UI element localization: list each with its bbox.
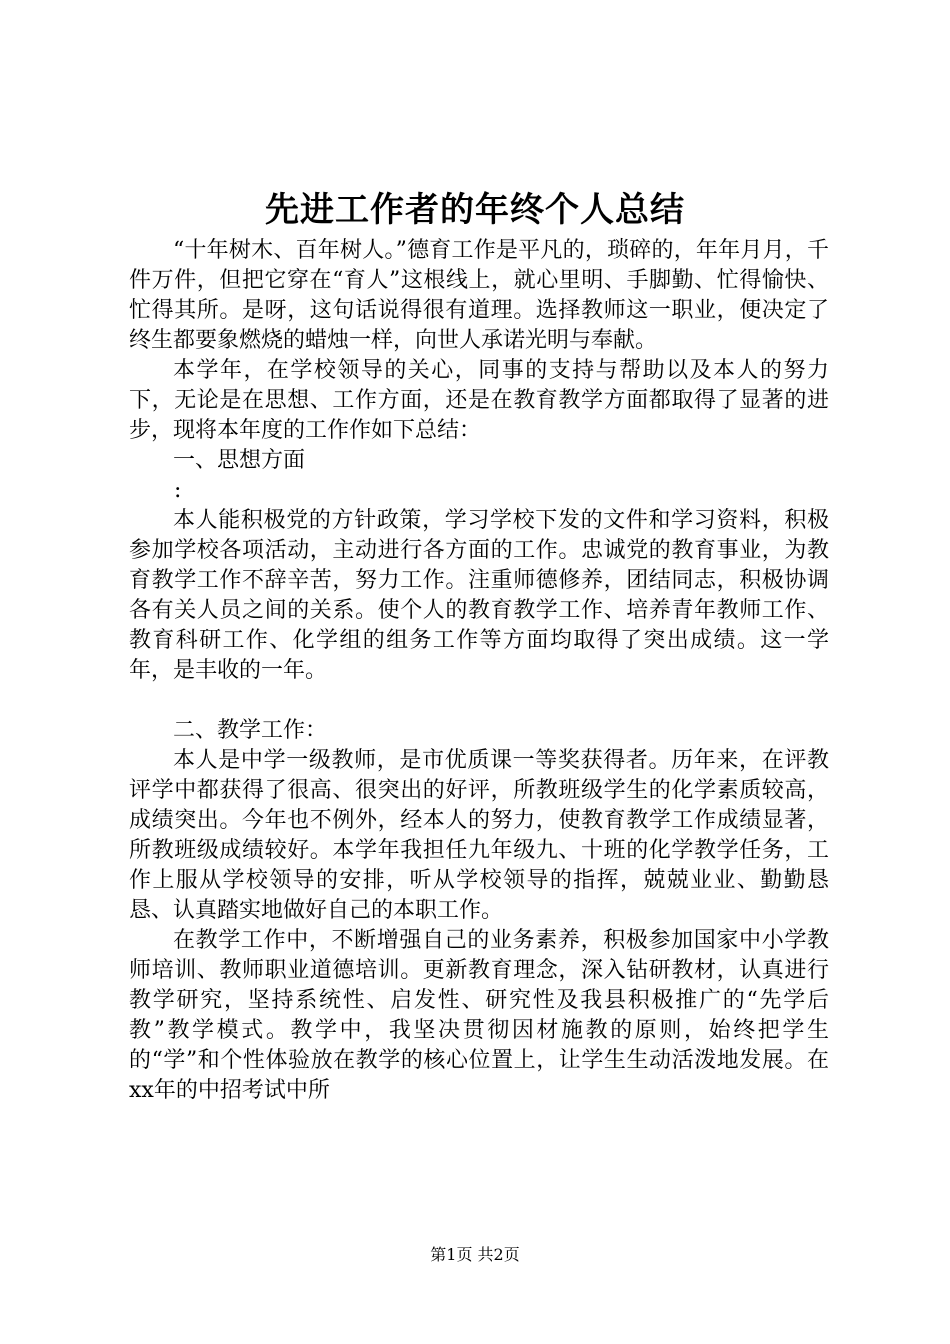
section-heading-teaching: 二、教学工作： bbox=[173, 718, 328, 743]
section-heading-thought: 一、思想方面 bbox=[173, 448, 306, 473]
page-footer: 第1页 共2页 bbox=[430, 1245, 520, 1264]
document-title: 先进工作者的年终个人总结 bbox=[265, 190, 685, 230]
paragraph: “十年树木、百年树人。”德育工作是平凡的，琐碎的，年年月月，千件万件，但把它穿在“育人”这根线上，就心里明、手脚勤、忙得愉快、忙得其所。是呀，这句话说得很有道理。选择教师这一职业，便决定了终生都要象燃烧的蜡烛一样，向世人承诺光明与奉献。 bbox=[129, 238, 829, 353]
paragraph: 本人是中学一级教师，是市优质课一等奖获得者。历年来，在评教评学中都获得了很高、很突出的好评，所教班级学生的化学素质较高，成绩突出。今年也不例外，经本人的努力，使教育教学工作成绩显著，所教班级成绩较好。本学年我担任九年级九、十班的化学教学任务，工作上服从学校领导的安排，听从学校领导的指挥，兢兢业业、勤勤恳恳、认真踏实地做好自己的本职工作。 bbox=[129, 748, 829, 923]
paragraph: 本人能积极党的方针政策，学习学校下发的文件和学习资料，积极参加学校各项活动，主动进行各方面的工作。忠诚党的教育事业，为教育教学工作不辞辛苦，努力工作。注重师德修养，团结同志，积极协调各有关人员之间的关系。使个人的教育教学工作、培养青年教师工作、教育科研工作、化学组的组务工作等方面均取得了突出成绩。这一学年，是丰收的一年。 bbox=[129, 508, 829, 683]
stray-colon: : bbox=[174, 478, 182, 503]
paragraph: 本学年，在学校领导的关心，同事的支持与帮助以及本人的努力下，无论是在思想、工作方面，还是在教育教学方面都取得了显著的进步，现将本年度的工作作如下总结： bbox=[129, 358, 829, 443]
blank-line bbox=[129, 686, 829, 716]
paragraph: 在教学工作中，不断增强自己的业务素养，积极参加国家中小学教师培训、教师职业道德培训。更新教育理念，深入钻研教材，认真进行教学研究，坚持系统性、启发性、研究性及我县积极推广的“先学后教”教学模式。教学中，我坚决贯彻因材施教的原则，始终把学生的“学”和个性体验放在教学的核心位置上，让学生生动活泼地发展。在xx年的中招考试中所 bbox=[129, 928, 829, 1103]
document-body bbox=[129, 236, 829, 1106]
